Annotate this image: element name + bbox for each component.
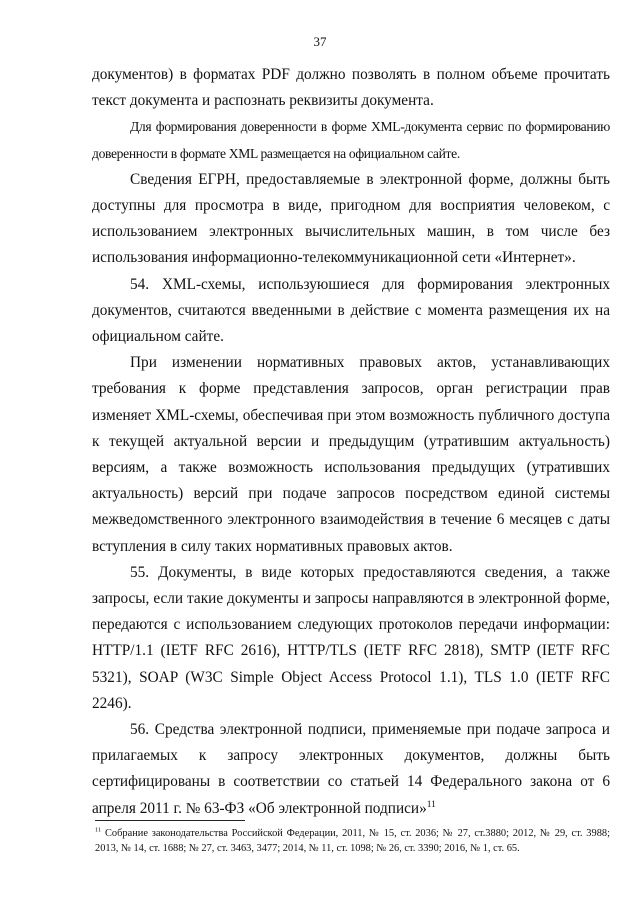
body-text bbox=[92, 62, 610, 822]
paragraph-continued: документов) в форматах PDF должно позволять в полном объеме прочитать текст документа и распознать реквизиты документа. bbox=[92, 66, 610, 110]
footnote-number: 11 bbox=[95, 826, 102, 834]
paragraph-egrn-info: Сведения ЕГРН, предоставляемые в электронной форме, должны быть доступны для просмотра в виде, пригодном для восприятия человеком, с использованием электронных вычислительных машин, в том числе без использования информационно-телекоммуникационной сети «Интернет». bbox=[92, 170, 610, 267]
page-number: 37 bbox=[313, 34, 327, 49]
paragraph-56-text: 56. Средства электронной подписи, применяемые при подаче запроса и прилагаемых к запросу электронных документов, должны быть сертифицированы в соответствии со статьей 14 Федерального закона от 6 апреля 2011 г. № 63-ФЗ «Об электронной подписи» bbox=[92, 721, 610, 817]
paragraph-56 bbox=[92, 717, 610, 822]
paragraph-55: 55. Документы, в виде которых предоставляются сведения, а также запросы, если такие документы и запросы направляются в электронной форме, передаются с использованием следующих протоколов передачи информации: HTTP/1.1 (IETF RFC 2616), HTTP/TLS (IETF RFC 2818), SMTP (IETF RFC 5321), SOAP (W3C Simple Object Access Protocol 1.1), TLS 1.0 (IETF RFC 2246). bbox=[92, 563, 610, 712]
paragraph-xml-proxy: Для формирования доверенности в форме XML-документа сервис по формированию доверенности в формате XML размещается на официальном сайте. bbox=[92, 119, 610, 161]
footnote-divider bbox=[95, 820, 245, 821]
paragraph-schema-changes: При изменении нормативных правовых актов, устанавливающих требования к форме представления запросов, орган регистрации прав изменяет XML-схемы, обеспечивая при этом возможность публичного доступа к текущей актуальной версии и предыдущим (утратившим актуальность) версиям, а также возможность использования предыдущих (утративших актуальность) версий при подаче запросов посредством единой системы межведомственного электронного взаимодействия в течение 6 месяцев с даты вступления в силу таких нормативных правовых актов. bbox=[92, 354, 610, 555]
footnote bbox=[95, 826, 610, 856]
footnote-text: Собрание законодательства Российской Федерации, 2011, № 15, ст. 2036; № 27, ст.3880; 2012, № 29, ст. 3988; 2013, № 14, ст. 1688; № 27, ст. 3463, 3477; 2014, № 11, ст. 1098; № 26, ст. 3390; 2016, № 1, ст. 65. bbox=[95, 828, 610, 854]
paragraph-54: 54. XML-схемы, используюшиеся для формирования электронных документов, считаются введенными в действие с момента размещения их на официальном сайте. bbox=[92, 275, 610, 346]
footnote-ref: 11 bbox=[426, 799, 436, 810]
